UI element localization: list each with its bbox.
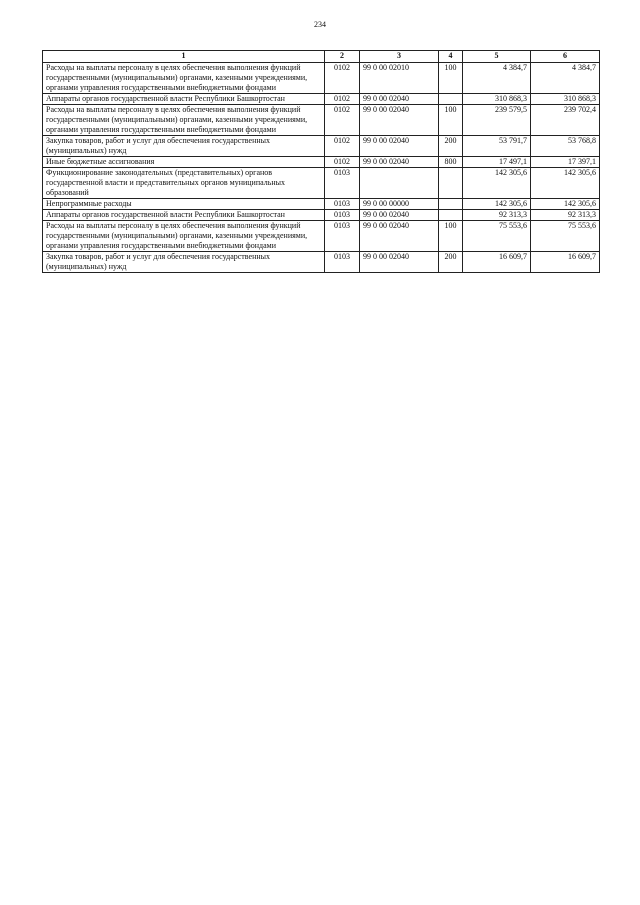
- table-row: [43, 168, 600, 199]
- row-amount-5: 142 305,6: [463, 199, 531, 210]
- row-amount-5: 53 791,7: [463, 136, 531, 157]
- row-expense-type: [439, 210, 463, 221]
- table-row: [43, 63, 600, 94]
- table-row: [43, 136, 600, 157]
- row-section: 0103: [325, 252, 360, 273]
- row-name: Закупка товаров, работ и услуг для обеспечения государственных (муниципальных) нужд: [43, 136, 325, 157]
- row-section: 0103: [325, 168, 360, 199]
- row-name: Расходы на выплаты персоналу в целях обеспечения выполнения функций государственными (муниципальными) органами, казенными учреждениями, органами управления государственными внебюджетными фондами: [43, 221, 325, 252]
- row-target-code: 99 0 00 02040: [360, 105, 439, 136]
- row-amount-5: 92 313,3: [463, 210, 531, 221]
- row-expense-type: 800: [439, 157, 463, 168]
- table-row: [43, 105, 600, 136]
- row-name: Иные бюджетные ассигнования: [43, 157, 325, 168]
- row-target-code: 99 0 00 02040: [360, 252, 439, 273]
- row-target-code: 99 0 00 02040: [360, 94, 439, 105]
- header-row: [43, 51, 600, 63]
- row-amount-5: 310 868,3: [463, 94, 531, 105]
- row-target-code: 99 0 00 02040: [360, 210, 439, 221]
- row-target-code: 99 0 00 02040: [360, 157, 439, 168]
- row-amount-5: 75 553,6: [463, 221, 531, 252]
- row-expense-type: [439, 94, 463, 105]
- row-target-code: 99 0 00 02040: [360, 136, 439, 157]
- row-section: 0102: [325, 94, 360, 105]
- column-header-2: 2: [325, 51, 360, 63]
- row-target-code: [360, 168, 439, 199]
- table-row: [43, 94, 600, 105]
- row-expense-type: [439, 199, 463, 210]
- row-section: 0102: [325, 105, 360, 136]
- row-amount-6: 4 384,7: [531, 63, 600, 94]
- row-section: 0102: [325, 136, 360, 157]
- row-amount-6: 16 609,7: [531, 252, 600, 273]
- row-target-code: 99 0 00 02040: [360, 221, 439, 252]
- table-row: [43, 252, 600, 273]
- table-row: [43, 221, 600, 252]
- row-amount-5: 4 384,7: [463, 63, 531, 94]
- row-section: 0103: [325, 221, 360, 252]
- row-amount-6: 239 702,4: [531, 105, 600, 136]
- row-target-code: 99 0 00 02010: [360, 63, 439, 94]
- row-amount-5: 16 609,7: [463, 252, 531, 273]
- table-row: [43, 210, 600, 221]
- row-amount-6: 142 305,6: [531, 199, 600, 210]
- row-amount-6: 92 313,3: [531, 210, 600, 221]
- row-section: 0103: [325, 210, 360, 221]
- row-section: 0102: [325, 157, 360, 168]
- table-row: [43, 199, 600, 210]
- row-name: Функционирование законодательных (представительных) органов государственной власти и представительных органов муниципальных образований: [43, 168, 325, 199]
- row-expense-type: 100: [439, 221, 463, 252]
- row-expense-type: 200: [439, 252, 463, 273]
- row-section: 0102: [325, 63, 360, 94]
- budget-table: [42, 50, 600, 273]
- column-header-5: 5: [463, 51, 531, 63]
- row-name: Аппараты органов государственной власти Республики Башкортостан: [43, 94, 325, 105]
- row-name: Расходы на выплаты персоналу в целях обеспечения выполнения функций государственными (муниципальными) органами, казенными учреждениями, органами управления государственными внебюджетными фондами: [43, 63, 325, 94]
- row-amount-6: 75 553,6: [531, 221, 600, 252]
- row-amount-5: 142 305,6: [463, 168, 531, 199]
- row-amount-5: 239 579,5: [463, 105, 531, 136]
- table-header: [43, 51, 600, 63]
- row-name: Непрограммные расходы: [43, 199, 325, 210]
- row-name: Расходы на выплаты персоналу в целях обеспечения выполнения функций государственными (муниципальными) органами, казенными учреждениями, органами управления государственными внебюджетными фондами: [43, 105, 325, 136]
- row-amount-5: 17 497,1: [463, 157, 531, 168]
- row-amount-6: 142 305,6: [531, 168, 600, 199]
- table-body: [43, 63, 600, 273]
- row-amount-6: 53 768,8: [531, 136, 600, 157]
- table-row: [43, 157, 600, 168]
- row-expense-type: [439, 168, 463, 199]
- column-header-3: 3: [360, 51, 439, 63]
- column-header-4: 4: [439, 51, 463, 63]
- row-expense-type: 200: [439, 136, 463, 157]
- row-expense-type: 100: [439, 63, 463, 94]
- row-section: 0103: [325, 199, 360, 210]
- row-amount-6: 310 868,3: [531, 94, 600, 105]
- row-name: Аппараты органов государственной власти Республики Башкортостан: [43, 210, 325, 221]
- row-expense-type: 100: [439, 105, 463, 136]
- column-header-6: 6: [531, 51, 600, 63]
- row-amount-6: 17 397,1: [531, 157, 600, 168]
- page-number: 234: [314, 20, 326, 29]
- column-header-1: 1: [43, 51, 325, 63]
- row-name: Закупка товаров, работ и услуг для обеспечения государственных (муниципальных) нужд: [43, 252, 325, 273]
- row-target-code: 99 0 00 00000: [360, 199, 439, 210]
